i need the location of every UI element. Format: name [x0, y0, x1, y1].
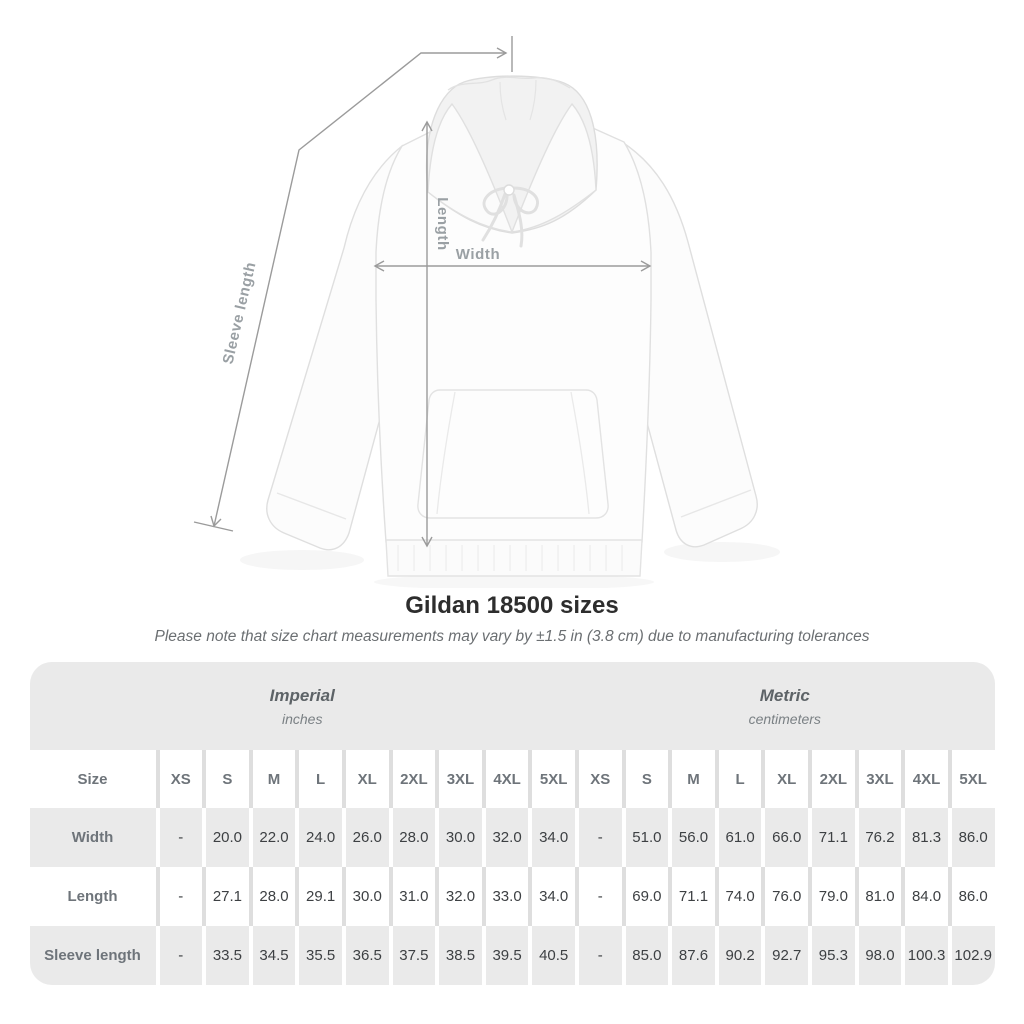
col-header-imperial-s: S [202, 750, 249, 808]
cell: 86.0 [948, 867, 995, 926]
cell: 87.6 [668, 926, 715, 985]
col-header-metric-l: L [715, 750, 762, 808]
cell: 69.0 [622, 867, 669, 926]
cell: 71.1 [808, 808, 855, 867]
cell: 40.5 [528, 926, 575, 985]
length-label: Length [434, 197, 451, 251]
cell: 81.0 [855, 867, 902, 926]
col-header-imperial-5xl: 5XL [528, 750, 575, 808]
metric-header [575, 662, 995, 750]
col-header-metric-s: S [622, 750, 669, 808]
size-table [30, 662, 995, 985]
row-label-sleeve-length: Sleeve length [30, 926, 156, 985]
cell: - [575, 926, 622, 985]
cell: 39.5 [482, 926, 529, 985]
cell: 33.5 [202, 926, 249, 985]
width-label: Width [455, 246, 501, 263]
drawstring-knot [504, 185, 514, 195]
cell: 22.0 [249, 808, 296, 867]
col-header-imperial-m: M [249, 750, 296, 808]
col-header-imperial-xl: XL [342, 750, 389, 808]
cell: 61.0 [715, 808, 762, 867]
cell: 76.2 [855, 808, 902, 867]
col-header-imperial-l: L [295, 750, 342, 808]
row-label-length: Length [30, 867, 156, 926]
width-row [30, 808, 995, 867]
cell: 36.5 [342, 926, 389, 985]
col-header-metric-m: M [668, 750, 715, 808]
cell: 100.3 [901, 926, 948, 985]
cell: 32.0 [435, 867, 482, 926]
cell: 74.0 [715, 867, 762, 926]
col-header-metric-4xl: 4XL [901, 750, 948, 808]
cell: 34.5 [249, 926, 296, 985]
cell: 38.5 [435, 926, 482, 985]
size-header-row [30, 750, 995, 808]
cell: 79.0 [808, 867, 855, 926]
cell: 66.0 [761, 808, 808, 867]
hoodie-hem-band [386, 540, 642, 576]
cell: 51.0 [622, 808, 669, 867]
metric-label: Metric [759, 685, 810, 705]
cell: 102.9 [948, 926, 995, 985]
length-row [30, 867, 995, 926]
cell: 24.0 [295, 808, 342, 867]
cell: 92.7 [761, 926, 808, 985]
col-header-imperial-3xl: 3XL [435, 750, 482, 808]
cell: 37.5 [389, 926, 436, 985]
shadow [240, 550, 364, 570]
cell: 86.0 [948, 808, 995, 867]
unit-header-row [30, 662, 995, 750]
cell: 35.5 [295, 926, 342, 985]
cell: 28.0 [249, 867, 296, 926]
cell: 30.0 [342, 867, 389, 926]
col-header-imperial-4xl: 4XL [482, 750, 529, 808]
sleeve-length-row [30, 926, 995, 985]
cell: 95.3 [808, 926, 855, 985]
hoodie-pocket [418, 390, 608, 518]
metric-unit: centimeters [748, 710, 821, 727]
cell: 31.0 [389, 867, 436, 926]
cell: 85.0 [622, 926, 669, 985]
shadow [664, 542, 780, 562]
cell: 30.0 [435, 808, 482, 867]
cell: 20.0 [202, 808, 249, 867]
cell: - [156, 926, 203, 985]
col-header-metric-5xl: 5XL [948, 750, 995, 808]
cell: 28.0 [389, 808, 436, 867]
cell: 76.0 [761, 867, 808, 926]
cell: - [156, 867, 203, 926]
sleeve-length-label: Sleeve length [219, 260, 260, 366]
imperial-header [30, 662, 575, 750]
page-title: Gildan 18500 sizes [405, 592, 619, 619]
cell: - [575, 867, 622, 926]
imperial-unit: inches [282, 710, 323, 727]
cell: 34.0 [528, 808, 575, 867]
cell: - [156, 808, 203, 867]
imperial-label: Imperial [269, 685, 335, 705]
col-header-imperial-2xl: 2XL [389, 750, 436, 808]
col-header-imperial-xs: XS [156, 750, 203, 808]
col-header-metric-2xl: 2XL [808, 750, 855, 808]
cell: - [575, 808, 622, 867]
cell: 71.1 [668, 867, 715, 926]
tolerance-note: Please note that size chart measurements may vary by ±1.5 in (3.8 cm) due to manufacturing tolerances [154, 628, 870, 645]
cell: 27.1 [202, 867, 249, 926]
cell: 90.2 [715, 926, 762, 985]
cell: 34.0 [528, 867, 575, 926]
cell: 84.0 [901, 867, 948, 926]
cell: 29.1 [295, 867, 342, 926]
size-corner-header: Size [30, 750, 156, 808]
cell: 98.0 [855, 926, 902, 985]
cell: 33.0 [482, 867, 529, 926]
cell: 81.3 [901, 808, 948, 867]
col-header-metric-3xl: 3XL [855, 750, 902, 808]
cell: 32.0 [482, 808, 529, 867]
cell: 56.0 [668, 808, 715, 867]
col-header-metric-xl: XL [761, 750, 808, 808]
cell: 26.0 [342, 808, 389, 867]
col-header-metric-xs: XS [575, 750, 622, 808]
row-label-width: Width [30, 808, 156, 867]
